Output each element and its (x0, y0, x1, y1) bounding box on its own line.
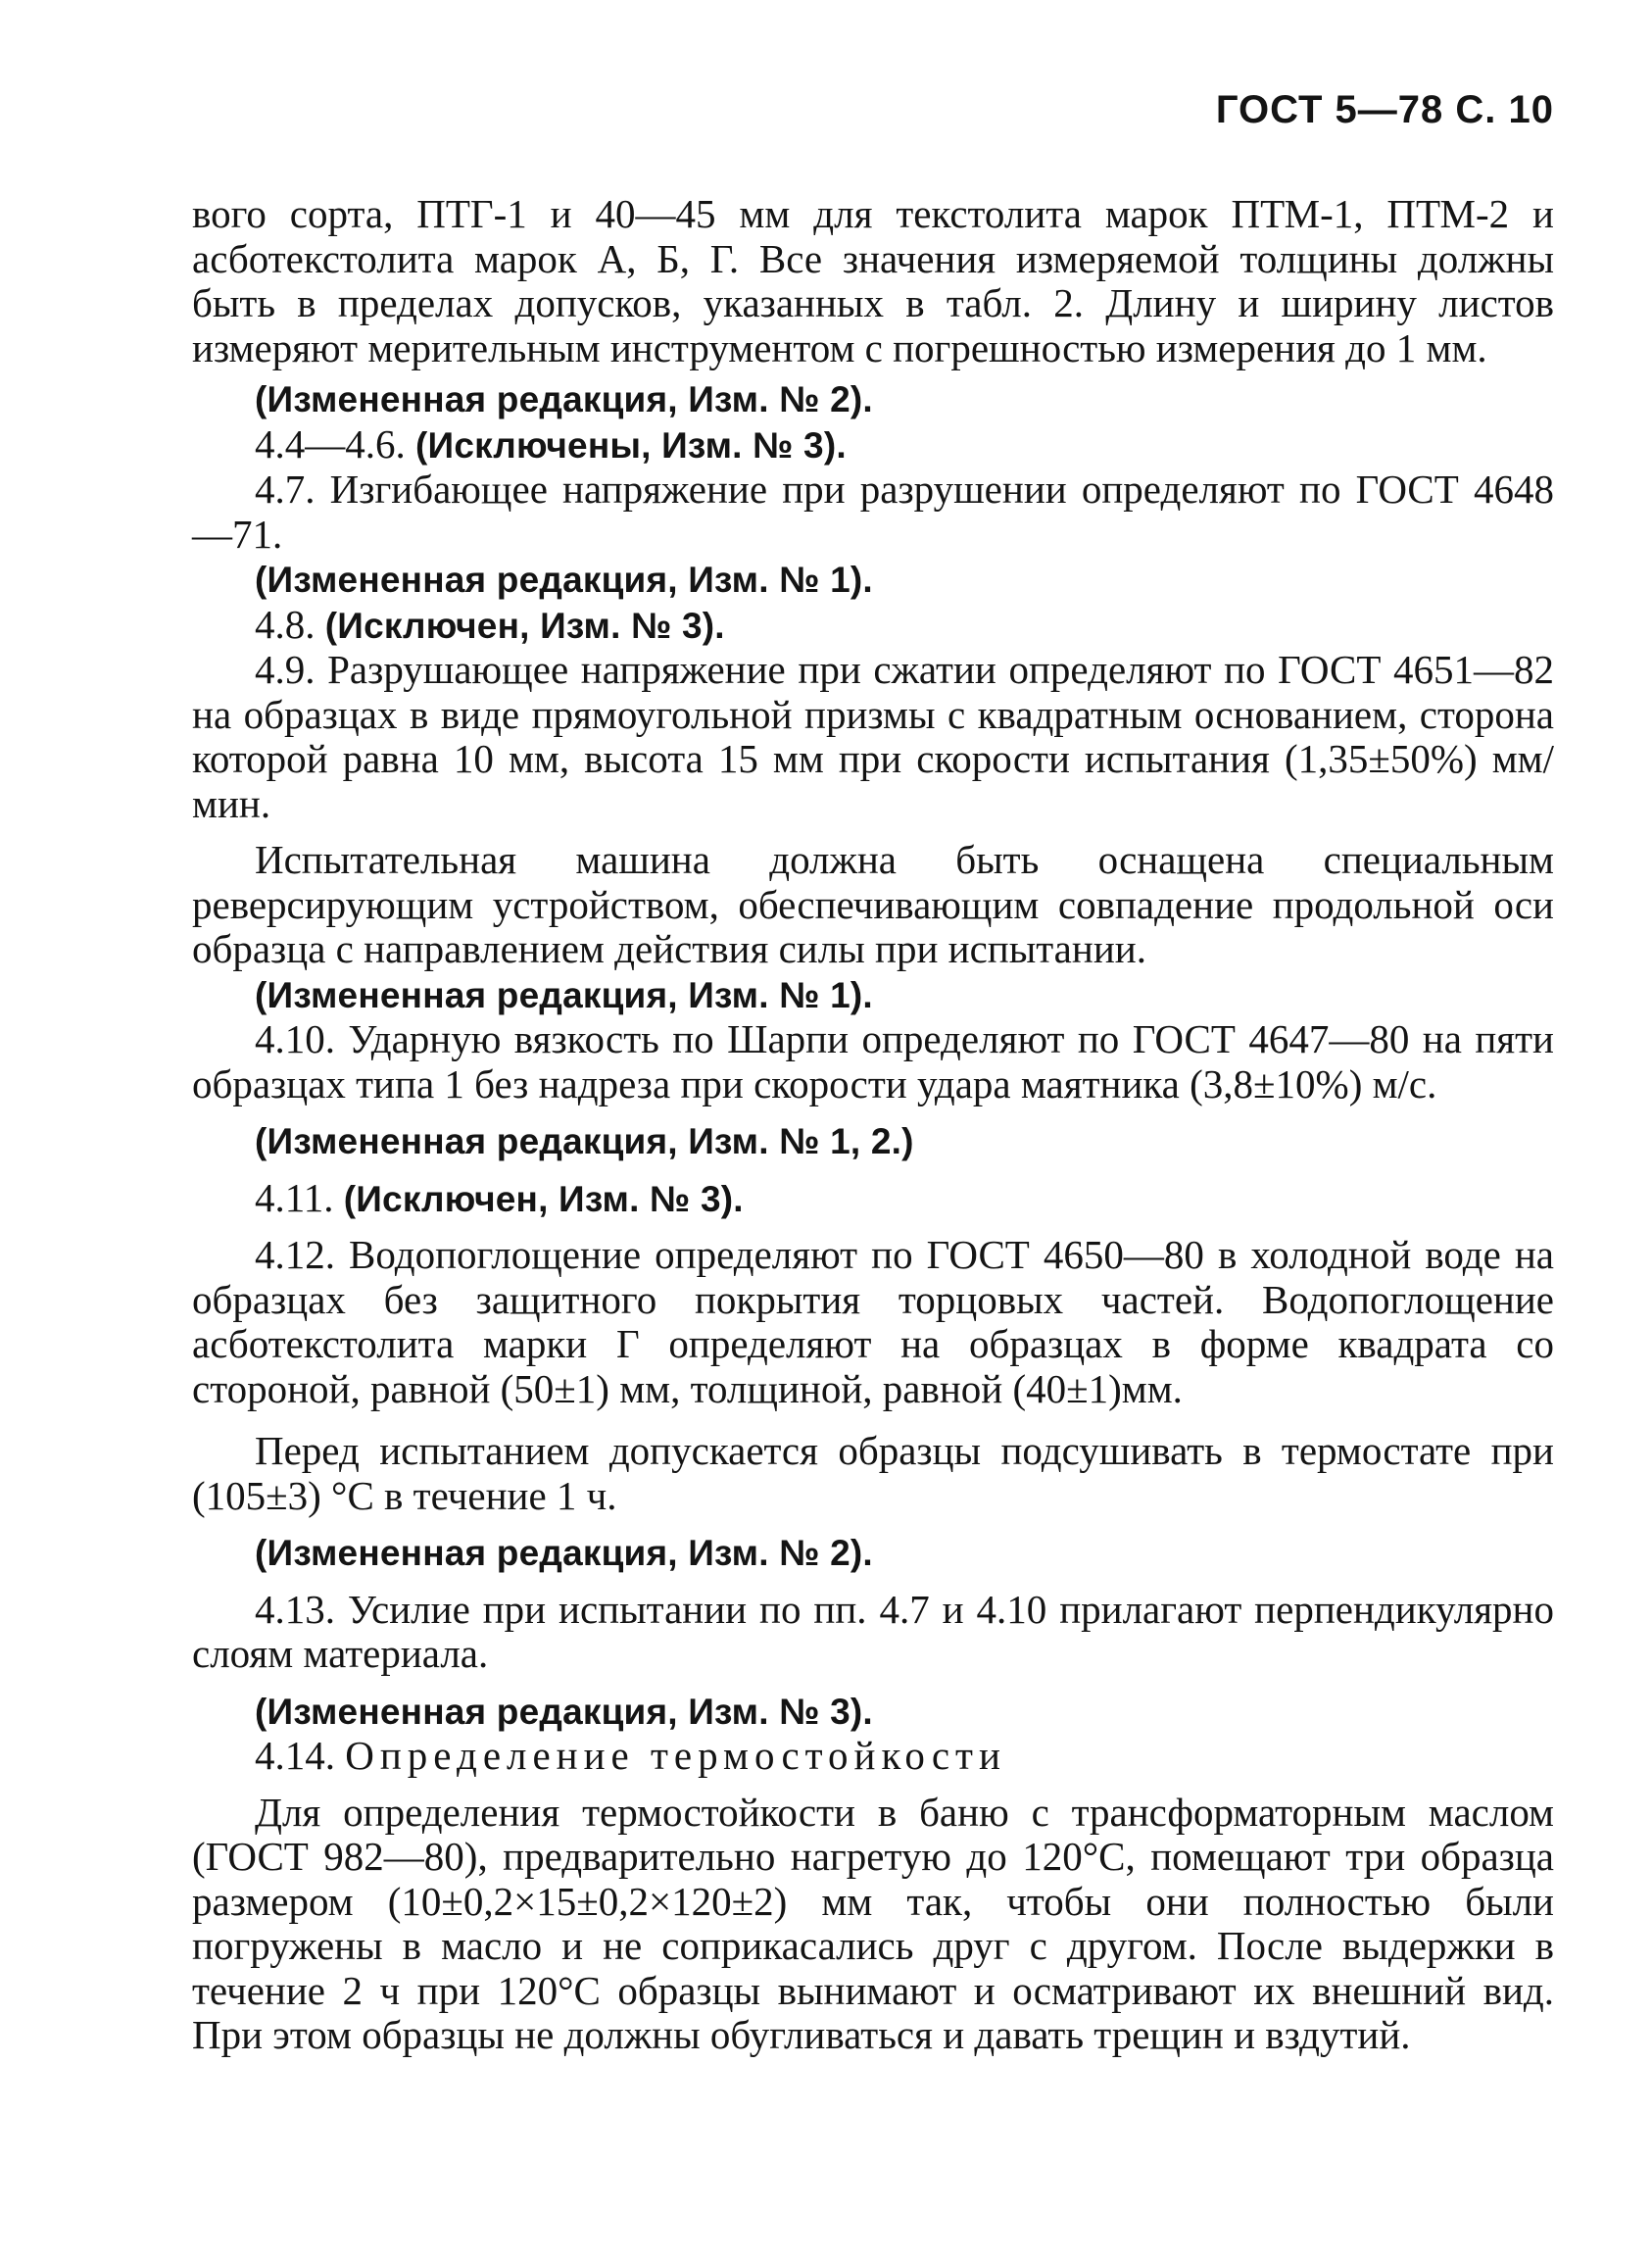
clause-number: 4.14. (255, 1733, 335, 1778)
clause-4-13: 4.13. Усилие при испытании по пп. 4.7 и 4.10 прилагают перпендикулярно слоям материала. (192, 1586, 1554, 1676)
clause-4-4-4-6 (192, 422, 1554, 468)
amendment-note-1 (192, 376, 1554, 422)
excluded-note: (Исключен, Изм. № 3). (324, 605, 725, 646)
clause-4-8 (192, 603, 1554, 649)
amendment-note-2 (192, 557, 1554, 603)
clause-4-11 (192, 1176, 1554, 1222)
document-body (192, 192, 1554, 2058)
amendment-note-3 (192, 972, 1554, 1018)
paragraph-drying: Перед испытанием допускается образцы подсушивать в термостате при (105±3) °С в течение 1 ч. (192, 1428, 1554, 1518)
paragraph-testing-machine: Испытательная машина должна быть оснащена специальным реверсирующим устройством, обеспечивающим совпадение продольной оси образца с направлением действия силы при испытании. (192, 837, 1554, 971)
clause-number: 4.8. (255, 601, 316, 647)
amendment-text: (Измененная редакция, Изм. № 2). (255, 1533, 873, 1573)
page-header: ГОСТ 5—78 С. 10 (1215, 88, 1554, 131)
amendment-text: (Измененная редакция, Изм. № 3). (255, 1691, 873, 1732)
paragraph-heat-resistance: Для определения термостойкости в баню с трансформаторным маслом (ГОСТ 982—80), предварительно нагретую до 120°С, помещают три образца размером (10±0,2×15±0,2×120±2) мм так, чтобы они полностью были погружены в масло и не соприкасались друг с другом. После выдержки в течение 2 ч при 120°С образцы вынимают и осматривают их внешний вид. При этом образцы не должны обугливаться и давать трещин и вздутий. (192, 1789, 1554, 2057)
amendment-note-6 (192, 1689, 1554, 1735)
excluded-note: (Исключен, Изм. № 3). (343, 1178, 744, 1219)
amendment-text: (Измененная редакция, Изм. № 2). (255, 379, 873, 419)
paragraph-continuation: вого сорта, ПТГ-1 и 40—45 мм для текстолита марок ПТМ-1, ПТМ-2 и асботекстолита марок А, Б, Г. Все значения измеряемой толщины должны быть в пределах допусков, указанных в табл. 2. Длину и ширину листов измеряют мерительным инструментом с погрешностью измерения до 1 мм. (192, 191, 1554, 370)
amendment-text: (Измененная редакция, Изм. № 1). (255, 974, 873, 1015)
clause-number: 4.4—4.6. (255, 420, 406, 467)
clause-4-7: 4.7. Изгибающее напряжение при разрушении определяют по ГОСТ 4648—71. (192, 467, 1554, 557)
amendment-text: (Измененная редакция, Изм. № 1). (255, 560, 873, 600)
clause-number: 4.11. (255, 1174, 334, 1220)
clause-4-10: 4.10. Ударную вязкость по Шарпи определяют по ГОСТ 4647—80 на пяти образцах типа 1 без надреза при скорости удара маятника (3,8±10%) м/с. (192, 1016, 1554, 1106)
clause-4-9: 4.9. Разрушающее напряжение при сжатии определяют по ГОСТ 4651—82 на образцах в виде прямоугольной призмы с квадратным основанием, сторона которой равна 10 мм, высота 15 мм при скорости испытания (1,35±50%) мм/мин. (192, 647, 1554, 826)
amendment-note-5 (192, 1530, 1554, 1576)
clause-4-14-heading (192, 1734, 1554, 1779)
section-title: Определение термостойкости (345, 1733, 1006, 1778)
clause-4-12: 4.12. Водопоглощение определяют по ГОСТ 4650—80 в холодной воде на образцах без защитного покрытия торцовых частей. Водопоглощение асботекстолита марки Г определяют на образцах в форме квадрата со стороной, равной (50±1) мм, толщиной, равной (40±1)мм. (192, 1232, 1554, 1411)
amendment-text: (Измененная редакция, Изм. № 1, 2.) (255, 1121, 914, 1161)
amendment-note-4 (192, 1118, 1554, 1164)
excluded-note: (Исключены, Изм. № 3). (415, 424, 847, 466)
